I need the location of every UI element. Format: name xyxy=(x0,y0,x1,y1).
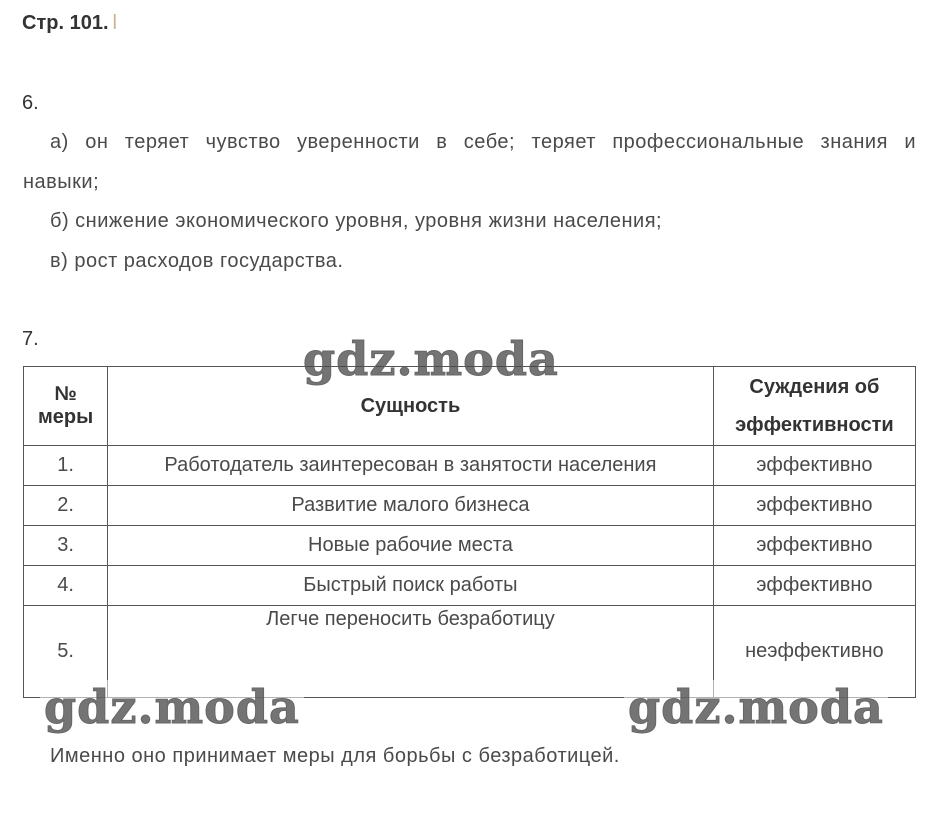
table-row xyxy=(24,566,916,606)
task-7-note: Именно оно принимает меры для борьбы с безработицей. xyxy=(50,745,620,767)
row-number: 2. xyxy=(24,486,108,526)
row-essence: Развитие малого бизнеса xyxy=(108,486,714,526)
row-essence: Быстрый поиск работы xyxy=(108,566,714,606)
task-6-item-a-cont: навыки; xyxy=(23,171,100,193)
watermark-logo: gdz.moda xyxy=(303,332,559,386)
task-6-number: 6. xyxy=(22,92,39,114)
row-number: 5. xyxy=(24,606,108,698)
row-essence: Работодатель заинтересован в занятости населения xyxy=(108,446,714,486)
page-ref-text: Стр. 101. xyxy=(22,12,109,34)
table-row xyxy=(24,486,916,526)
page-ref-mark: l xyxy=(112,12,117,34)
row-judgement: эффективно xyxy=(713,446,915,486)
measures-table xyxy=(23,366,916,698)
task-6-item-a: а) он теряет чувство уверенности в себе; теряет профессиональные знания и xyxy=(50,131,916,153)
row-essence: Легче переносить безработицу xyxy=(108,606,714,698)
task-6-item-b: б) снижение экономического уровня, уровня жизни населения; xyxy=(50,210,663,232)
row-number: 3. xyxy=(24,526,108,566)
row-judgement: неэффективно xyxy=(713,606,915,698)
row-judgement: эффективно xyxy=(713,566,915,606)
task-6-item-c: в) рост расходов государства. xyxy=(50,250,344,272)
row-number: 1. xyxy=(24,446,108,486)
row-judgement: эффективно xyxy=(713,526,915,566)
header-essence: Сущность xyxy=(108,367,714,446)
row-essence: Новые рабочие места xyxy=(108,526,714,566)
row-judgement: эффективно xyxy=(713,486,915,526)
watermark-logo: gdz.moda xyxy=(624,680,888,734)
header-number: № меры xyxy=(24,367,108,446)
task-7-number: 7. xyxy=(22,328,39,350)
row-number: 4. xyxy=(24,566,108,606)
table-row xyxy=(24,526,916,566)
table-row xyxy=(24,446,916,486)
header-judgement: Суждения об эффективности xyxy=(713,367,915,446)
page-reference xyxy=(22,12,117,35)
watermark-logo: gdz.moda xyxy=(40,680,304,734)
